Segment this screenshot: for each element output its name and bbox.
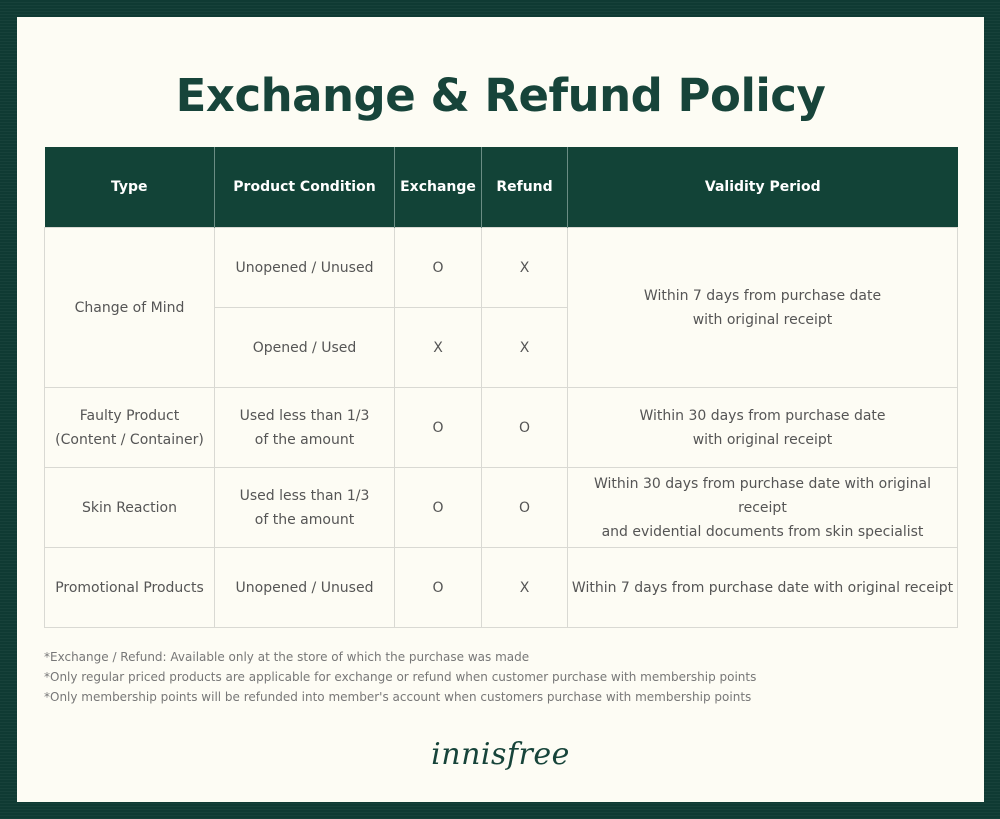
validity-cell — [568, 388, 958, 468]
table-row — [45, 468, 958, 548]
refund-cell: O — [482, 468, 568, 548]
footnote: *Exchange / Refund: Available only at the store of which the purchase was made — [44, 650, 530, 664]
validity-line: with original receipt — [692, 431, 833, 448]
refund-cell: X — [482, 308, 568, 388]
type-cell: Change of Mind — [45, 228, 215, 388]
type-line: (Content / Container) — [55, 431, 204, 448]
type-cell — [45, 388, 215, 468]
table-row — [45, 228, 958, 308]
footnote: *Only membership points will be refunded into member's account when customers purchase with membership points — [44, 690, 752, 704]
validity-cell — [568, 228, 958, 388]
validity-line: Within 7 days from purchase date — [643, 287, 882, 304]
policy-card — [17, 17, 984, 802]
validity-line: Within 30 days from purchase date with original receipt — [593, 475, 931, 516]
table-row — [45, 548, 958, 628]
policy-table — [44, 147, 958, 628]
refund-cell: X — [482, 548, 568, 628]
condition-cell: Unopened / Unused — [215, 548, 395, 628]
header-product-condition: Product Condition — [215, 147, 395, 228]
validity-line: and evidential documents from skin specialist — [601, 523, 924, 540]
condition-line: Used less than 1/3 — [239, 487, 370, 504]
header-refund: Refund — [482, 147, 568, 228]
refund-cell: X — [482, 228, 568, 308]
exchange-cell: O — [395, 388, 482, 468]
condition-line: Used less than 1/3 — [239, 407, 370, 424]
footnote: *Only regular priced products are applicable for exchange or refund when customer purchase with membership points — [44, 670, 757, 684]
innisfree-logo: innisfree — [431, 737, 570, 772]
condition-cell — [215, 468, 395, 548]
page-title: Exchange & Refund Policy — [175, 69, 826, 122]
condition-line: of the amount — [254, 431, 355, 448]
table-header-row — [45, 147, 958, 228]
condition-cell: Unopened / Unused — [215, 228, 395, 308]
header-validity-period: Validity Period — [568, 147, 958, 228]
condition-line: of the amount — [254, 511, 355, 528]
exchange-cell: O — [395, 468, 482, 548]
exchange-cell: O — [395, 228, 482, 308]
type-cell: Skin Reaction — [45, 468, 215, 548]
table-row — [45, 388, 958, 468]
footnotes — [44, 647, 957, 707]
validity-line: Within 30 days from purchase date — [639, 407, 886, 424]
type-line: Faulty Product — [79, 407, 180, 424]
exchange-cell: O — [395, 548, 482, 628]
exchange-cell: X — [395, 308, 482, 388]
validity-cell: Within 7 days from purchase date with original receipt — [568, 548, 958, 628]
type-cell: Promotional Products — [45, 548, 215, 628]
validity-cell — [568, 468, 958, 548]
header-type: Type — [45, 147, 215, 228]
validity-line: with original receipt — [692, 311, 833, 328]
refund-cell: O — [482, 388, 568, 468]
condition-cell: Opened / Used — [215, 308, 395, 388]
condition-cell — [215, 388, 395, 468]
header-exchange: Exchange — [395, 147, 482, 228]
